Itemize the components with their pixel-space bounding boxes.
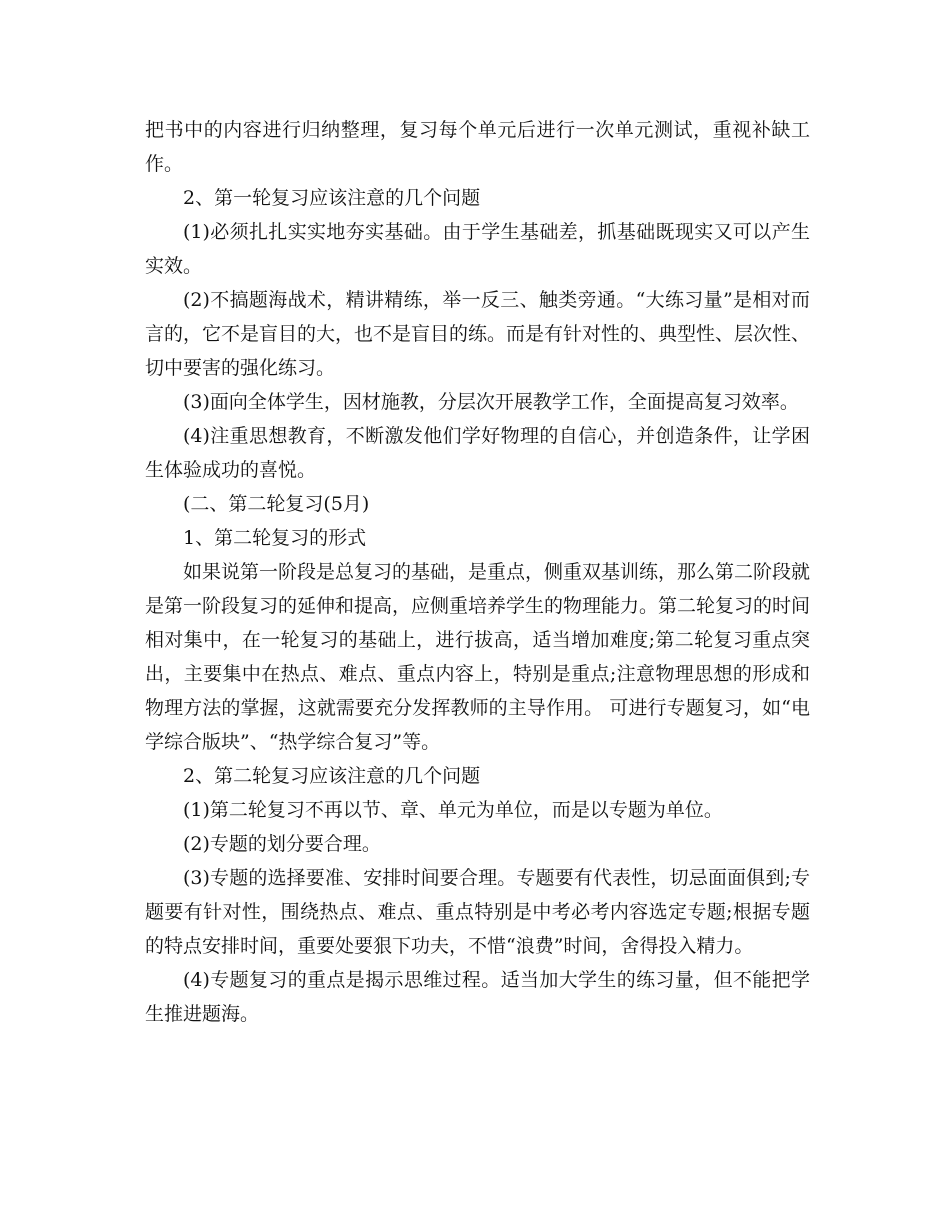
paragraph: (1)第二轮复习不再以节、章、单元为单位，而是以专题为单位。 bbox=[183, 799, 723, 821]
paragraph: (4)专题复习的重点是揭示思维过程。适当加大学生的练习量，但不能把学生推进题海。 bbox=[145, 969, 810, 1025]
paragraph: 把书中的内容进行归纳整理，复习每个单元后进行一次单元测试，重视补缺工作。 bbox=[145, 119, 810, 175]
paragraph: 2、第一轮复习应该注意的几个问题 bbox=[183, 187, 481, 209]
paragraph: (4)注重思想教育，不断激发他们学好物理的自信心，并创造条件，让学困生体验成功的喜悦。 bbox=[145, 425, 810, 481]
paragraph: (2)不搞题海战术，精讲精练，举一反三、触类旁通。“大练习量”是相对而言的，它不是盲目的大，也不是盲目的练。而是有针对性的、典型性、层次性、切中要害的强化练习。 bbox=[145, 289, 811, 379]
document-body bbox=[145, 113, 810, 1031]
paragraph: (1)必须扎扎实实地夯实基础。由于学生基础差，抓基础既现实又可以产生实效。 bbox=[145, 221, 810, 277]
paragraph: 2、第二轮复习应该注意的几个问题 bbox=[183, 765, 481, 787]
paragraph: (3)专题的选择要准、安排时间要合理。专题要有代表性，切忌面面俱到;专题要有针对性，围绕热点、难点、重点特别是中考必考内容选定专题;根据专题的特点安排时间，重要处要狠下功夫，不惜“浪费”时间，舍得投入精力。 bbox=[145, 867, 810, 957]
paragraph: 如果说第一阶段是总复习的基础，是重点，侧重双基训练，那么第二阶段就是第一阶段复习的延伸和提高，应侧重培养学生的物理能力。第二轮复习的时间相对集中，在一轮复习的基础上，进行拔高，适当增加难度;第二轮复习重点突出，主要集中在热点、难点、重点内容上，特别是重点;注意物理思想的形成和物理方法的掌握，这就需要充分发挥教师的主导作用。 可进行专题复习，如“电学综合版块”、“热学综合复习”等。 bbox=[145, 561, 811, 753]
paragraph: (3)面向全体学生，因材施教，分层次开展教学工作，全面提高复习效率。 bbox=[183, 391, 799, 413]
paragraph: (二、第二轮复习(5月) bbox=[183, 493, 370, 515]
paragraph: (2)专题的划分要合理。 bbox=[183, 833, 381, 855]
paragraph: 1、第二轮复习的形式 bbox=[183, 527, 367, 549]
